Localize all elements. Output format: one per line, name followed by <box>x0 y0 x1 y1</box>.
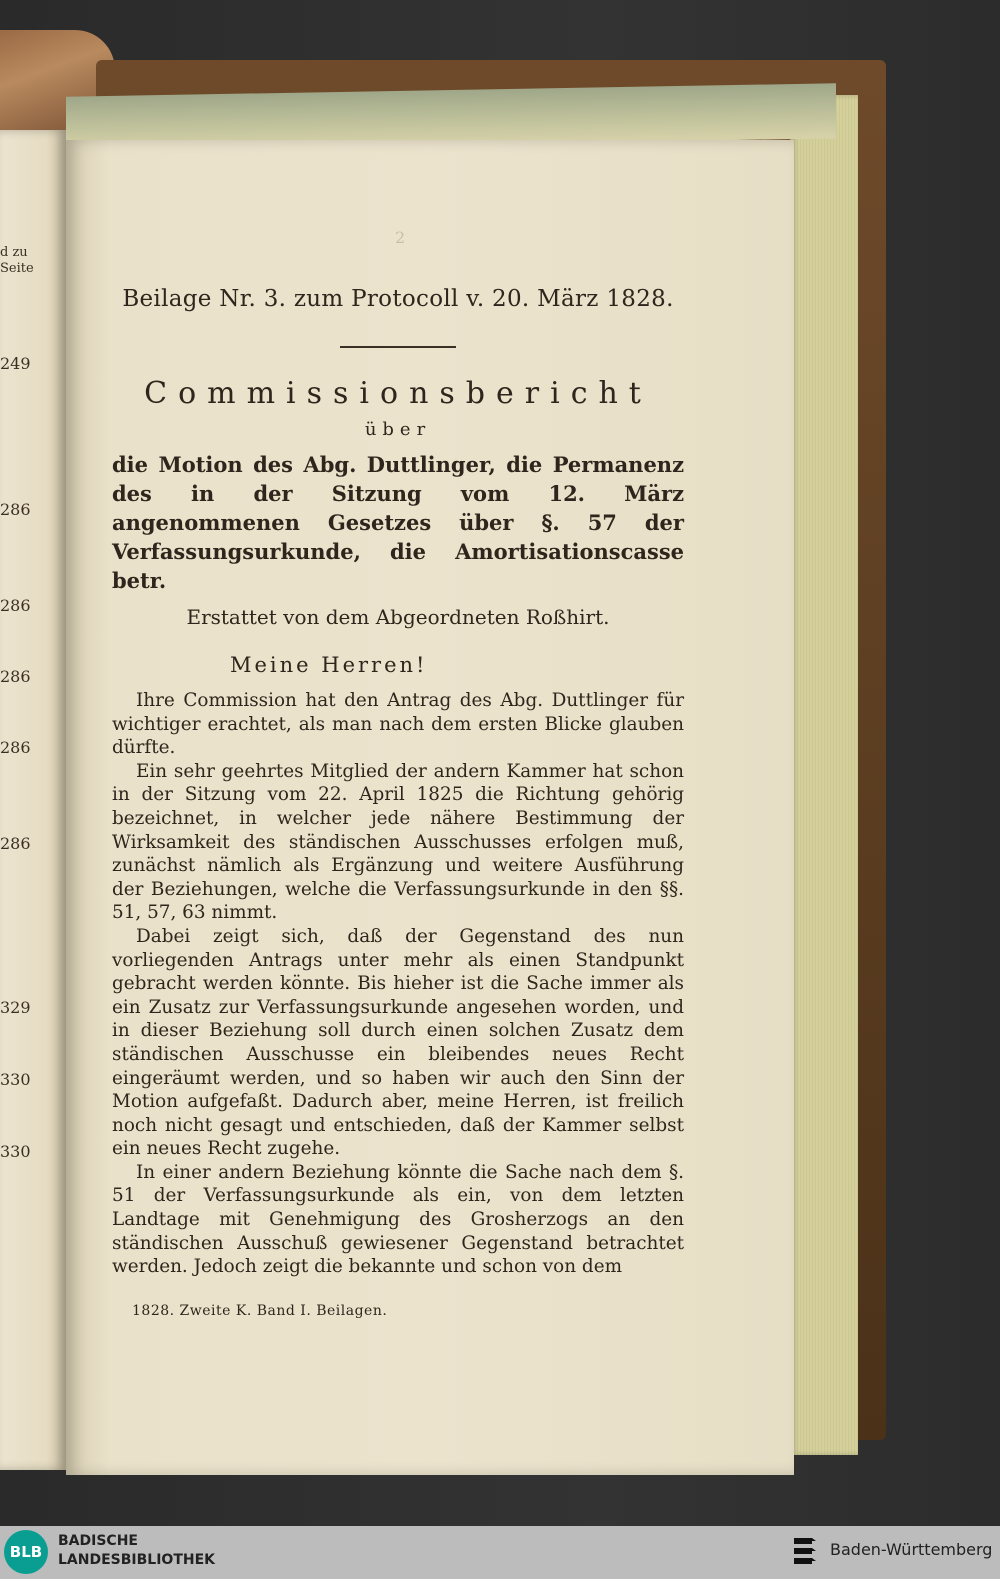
baden-wuerttemberg-lions-icon[interactable] <box>790 1534 820 1570</box>
blb-logo-icon[interactable]: BLB <box>4 1530 48 1574</box>
left-page-number: 286 <box>0 667 31 686</box>
paragraph: Ein sehr geehrtes Mitglied der andern Kammer hat schon in der Sitzung vom 22. April 1825 die Richtung gehörig bezeichnet, in welcher jede nähere Bestimmung der Wirksamkeit des ständischen Ausschusses erfolgen muß, zunächst nämlich als Ergänzung und weitere Ausführung der Beziehungen, welche die Verfassungsurkunde in den §§. 51, 57, 63 nimmt. <box>112 760 684 924</box>
paragraph: Ihre Commission hat den Antrag des Abg. Duttlinger für wichtiger erachtet, als man nach dem ersten Blicke glauben dürfte. <box>112 690 684 759</box>
page-text <box>112 286 684 1279</box>
left-page-number: 249 <box>0 354 31 373</box>
left-page-header <box>0 245 34 277</box>
ueber-line: über <box>364 419 432 440</box>
left-page-number: 329 <box>0 998 31 1017</box>
left-page <box>0 130 66 1470</box>
left-page-number: 330 <box>0 1142 31 1161</box>
salutation: Meine Herren! <box>230 653 428 677</box>
library-name[interactable] <box>58 1532 215 1570</box>
left-page-number: 286 <box>0 500 31 519</box>
page-number: 2 <box>395 228 406 247</box>
bottom-bar <box>0 1526 1000 1579</box>
left-page-number: 330 <box>0 1070 31 1089</box>
paragraph: In einer andern Beziehung könnte die Sache nach dem §. 51 der Verfassungsurkunde als ein, von dem letzten Landtage mit Genehmigung des Grosherzogs an den ständischen Ausschuß gewiesener Gegenstand betrachtet werden. Jedoch zeigt die bekannte und schon von dem <box>112 1161 684 1278</box>
paragraph: Dabei zeigt sich, daß der Gegenstand des nun vorliegenden Antrags unter mehr als einen Standpunkt gebracht werden könnte. Bis hieher ist die Sache immer als ein Zusatz zur Verfassungsurkunde angesehen worden, und in dieser Beziehung soll durch einen solchen Zusatz dem ständischen Ausschusse ein bleibendes neues Recht eingeräumt werden, und so haben wir auch den Sinn der Motion aufgefaßt. Dadurch aber, meine Herren, ist freilich noch nicht gesagt und entschieden, daß der Kammer selbst ein neues Recht zugehe. <box>112 925 684 1160</box>
signature-line: 1828. Zweite K. Band I. Beilagen. <box>132 1303 388 1319</box>
left-page-number: 286 <box>0 596 31 615</box>
erstattet-line: Erstattet von dem Abgeordneten Roßhirt. <box>186 605 610 629</box>
motion-subject: die Motion des Abg. Duttlinger, die Permanenz des in der Sitzung vom 12. März angenommenen Gesetzes über §. 57 der Verfassungsurkunde, die Amortisationscasse betr. <box>112 452 684 593</box>
left-header-line: d zu <box>0 245 28 260</box>
library-name-line: LANDESBIBLIOTHEK <box>58 1552 216 1568</box>
left-page-number: 286 <box>0 738 31 757</box>
left-page-number: 286 <box>0 834 31 853</box>
beilage-heading: Beilage Nr. 3. zum Protocoll v. 20. März 1828. <box>122 286 674 312</box>
page-title: Commissionsbericht <box>144 376 652 411</box>
library-name-line: BADISCHE <box>58 1533 138 1549</box>
left-header-line: Seite <box>0 261 34 276</box>
separator-rule <box>340 346 456 348</box>
state-name[interactable]: Baden-Württemberg <box>830 1540 993 1559</box>
page-edge-right <box>790 95 858 1455</box>
